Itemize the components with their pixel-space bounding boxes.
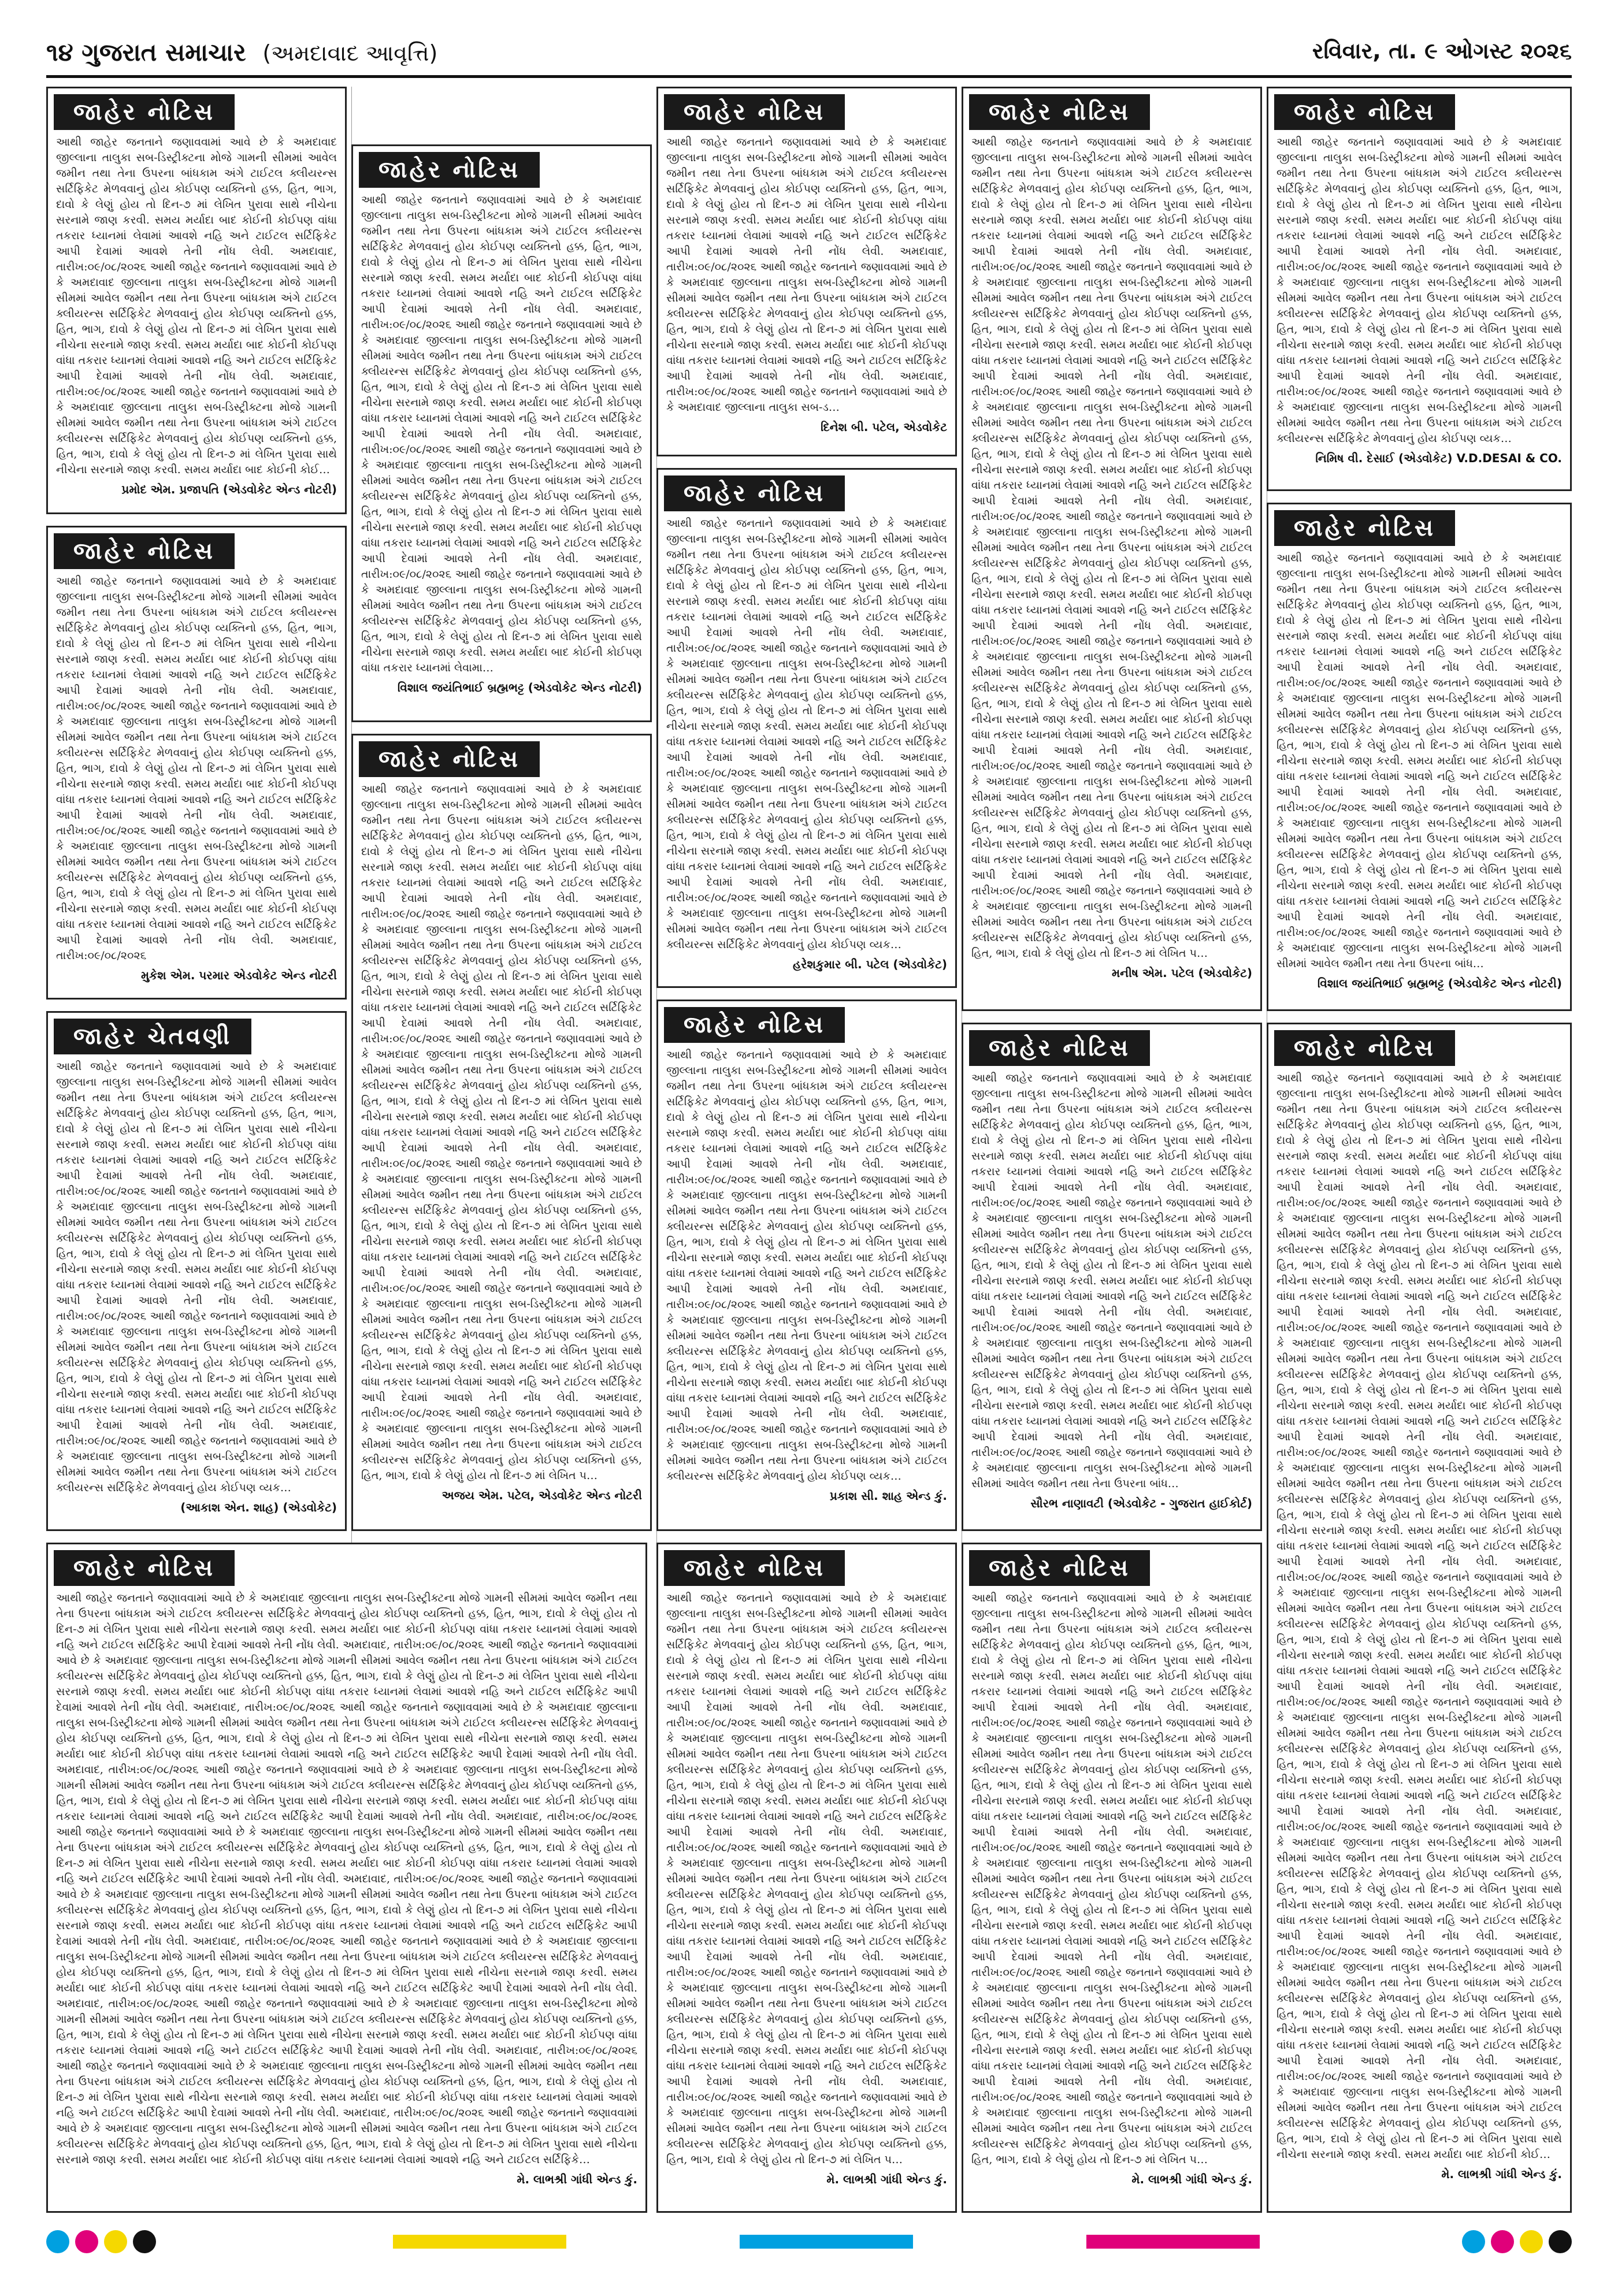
notice-box bbox=[1267, 503, 1572, 1011]
reg-mark-magenta bbox=[1491, 2230, 1514, 2253]
color-bar-cyan bbox=[740, 2235, 913, 2249]
notice-box bbox=[351, 734, 652, 1531]
footer-registration-marks bbox=[46, 2224, 1572, 2259]
notice-body: આથી જાહેર જનતાને જણાવવામાં આવે છે કે અમદાવાદ જીલ્લાના તાલુકા સબ-ડિસ્ટ્રીક્ટના મોજે ગામની સીમમાં આવેલ જમીન તથા તેના ઉપરના બાંધકામ અંગે ટાઈટલ ક્લીયરન્સ સર્ટિફિકેટ મેળવવાનું હોય કોઈપણ વ્યક્તિનો હક્ક, હિત, ભાગ, દાવો કે લેણું હોય તો દિન-૭ માં લેખિત પુરાવા સાથે નીચેના સરનામે જાણ કરવી. સમય મર્યાદા બાદ કોઈની કોઈપણ વાંધા તકરાર ધ્યાનમાં લેવામાં આવશે નહિ અને ટાઈટલ સર્ટિફિકેટ આપી દેવામાં આવશે તેની નોંધ લેવી. અમદાવાદ, તારીખ:૦૯/૦૮/૨૦૨૬ આથી જાહેર જનતાને જણાવવામાં આવે છે કે અમદાવાદ જીલ્લાના તાલુકા સબ-ડિસ્ટ્રીક્ટના મોજે ગામની સીમમાં આવેલ જમીન તથા તેના ઉપરના બાંધકામ અંગે ટાઈટલ ક્લીયરન્સ સર્ટિફિકેટ મેળવવાનું હોય કોઈપણ વ્યક્તિનો હક્ક, હિત, ભાગ, દાવો કે લેણું હોય તો દિન-૭ માં લેખિત પુરાવા સાથે નીચેના સરનામે જાણ કરવી. સમય મર્યાદા બાદ કોઈની કોઈપણ વાંધા તકરાર ધ્યાનમાં લેવામાં આવશે નહિ અને ટાઈટલ સર્ટિફિકેટ આપી દેવામાં આવશે તેની નોંધ લેવી. અમદાવાદ, તારીખ:૦૯/૦૮/૨૦૨૬ આથી જાહેર જનતાને જણાવવામાં આવે છે કે અમદાવાદ જીલ્લાના તાલુકા સબ-ડિસ્ટ્રીક્ટના મોજે ગામની સીમમાં આવેલ જમીન તથા તેના ઉપરના બાંધકામ અંગે ટાઈટલ ક્લીયરન્સ સર્ટિફિકેટ મેળવવાનું હોય કોઈપણ વ્યક્તિનો હક્ક, હિત, ભાગ, દાવો કે લેણું હોય તો દિન-૭ માં લેખિત પુરાવા સાથે નીચેના સરનામે જાણ કરવી. સમય મર્યાદા બાદ કોઈની કોઈ… bbox=[56, 136, 337, 476]
issue-date: રવિવાર, તા. ૯ ઓગસ્ટ ૨૦૨૬ bbox=[1312, 38, 1572, 64]
notice-body: આથી જાહેર જનતાને જણાવવામાં આવે છે કે અમદાવાદ જીલ્લાના તાલુકા સબ-ડિસ્ટ્રીક્ટના મોજે ગામની સીમમાં આવેલ જમીન તથા તેના ઉપરના બાંધકામ અંગે ટાઈટલ ક્લીયરન્સ સર્ટિફિકેટ મેળવવાનું હોય કોઈપણ વ્યક્તિનો હક્ક, હિત, ભાગ, દાવો કે લેણું હોય તો દિન-૭ માં લેખિત પુરાવા સાથે નીચેના સરનામે જાણ કરવી. સમય મર્યાદા બાદ કોઈની કોઈપણ વાંધા તકરાર ધ્યાનમાં લેવામાં આવશે નહિ અને ટાઈટલ સર્ટિફિકેટ આપી દેવામાં આવશે તેની નોંધ લેવી. અમદાવાદ, તારીખ:૦૯/૦૮/૨૦૨૬ આથી જાહેર જનતાને જણાવવામાં આવે છે કે અમદાવાદ જીલ્લાના તાલુકા સબ-ડિસ્ટ્રીક્ટના મોજે ગામની સીમમાં આવેલ જમીન તથા તેના ઉપરના બાંધકામ અંગે ટાઈટલ ક્લીયરન્સ સર્ટિફિકેટ મેળવવાનું હોય કોઈપણ વ્યક્તિનો હક્ક, હિત, ભાગ, દાવો કે લેણું હોય તો દિન-૭ માં લેખિત પુરાવા સાથે નીચેના સરનામે જાણ કરવી. સમય મર્યાદા બાદ કોઈની કોઈપણ વાંધા તકરાર ધ્યાનમાં લેવામાં આવશે નહિ અને ટાઈટલ સર્ટિફિકેટ આપી દેવામાં આવશે તેની નોંધ લેવી. અમદાવાદ, તારીખ:૦૯/૦૮/૨૦૨૬ આથી જાહેર જનતાને જણાવવામાં આવે છે કે અમદાવાદ જીલ્લાના તાલુકા સબ-ડિસ્ટ્રીક્ટના મોજે ગામની સીમમાં આવેલ જમીન તથા તેના ઉપરના બાંધકામ અંગે ટાઈટલ ક્લીયરન્સ સર્ટિફિકેટ મેળવવાનું હોય કોઈપણ વ્યક્તિનો હક્ક, હિત, ભાગ, દાવો કે લેણું હોય તો દિન-૭ માં લેખિત પુરાવા સાથે નીચેના સરનામે જાણ કરવી. સમય મર્યાદા બાદ કોઈની કોઈપણ વાંધા તકરાર ધ્યાનમાં લેવામાં આવશે નહિ અને ટાઈટલ સર્ટિફિકેટ આપી દેવામાં આવશે તેની નોંધ લેવી. અમદાવાદ, તારીખ:૦૯/૦૮/૨૦૨૬ આથી જાહેર જનતાને જણાવવામાં આવે છે કે અમદાવાદ જીલ્લાના તાલુકા સબ-ડિસ્ટ્રીક્ટના મોજે ગામની સીમમાં આવેલ જમીન તથા તેના ઉપરના બાંધ… bbox=[1276, 552, 1562, 970]
notice-signature: મે. લાભશ્રી ગાંધી એન્ડ કું. bbox=[826, 2172, 947, 2186]
notice-signature: પ્રમોદ એમ. પ્રજાપતિ (એડવોકેટ એન્ડ નોટરી) bbox=[121, 482, 337, 496]
notice-box bbox=[656, 1543, 957, 2213]
page-number: ૧૪ bbox=[46, 38, 73, 66]
notice-body: આથી જાહેર જનતાને જણાવવામાં આવે છે કે અમદાવાદ જીલ્લાના તાલુકા સબ-ડિસ્ટ્રીક્ટના મોજે ગામની સીમમાં આવેલ જમીન તથા તેના ઉપરના બાંધકામ અંગે ટાઈટલ ક્લીયરન્સ સર્ટિફિકેટ મેળવવાનું હોય કોઈપણ વ્યક્તિનો હક્ક, હિત, ભાગ, દાવો કે લેણું હોય તો દિન-૭ માં લેખિત પુરાવા સાથે નીચેના સરનામે જાણ કરવી. સમય મર્યાદા બાદ કોઈની કોઈપણ વાંધા તકરાર ધ્યાનમાં લેવામાં આવશે નહિ અને ટાઈટલ સર્ટિફિકેટ આપી દેવામાં આવશે તેની નોંધ લેવી. અમદાવાદ, તારીખ:૦૯/૦૮/૨૦૨૬ આથી જાહેર જનતાને જણાવવામાં આવે છે કે અમદાવાદ જીલ્લાના તાલુકા સબ-ડિસ્ટ્રીક્ટના મોજે ગામની સીમમાં આવેલ જમીન તથા તેના ઉપરના બાંધકામ અંગે ટાઈટલ ક્લીયરન્સ સર્ટિફિકેટ મેળવવાનું હોય કોઈપણ વ્યક્તિનો હક્ક, હિત, ભાગ, દાવો કે લેણું હોય તો દિન-૭ માં લેખિત પુરાવા સાથે નીચેના સરનામે જાણ કરવી. સમય મર્યાદા બાદ કોઈની કોઈપણ વાંધા તકરાર ધ્યાનમાં લેવામાં આવશે નહિ અને ટાઈટલ સર્ટિફિકેટ આપી દેવામાં આવશે તેની નોંધ લેવી. અમદાવાદ, તારીખ:૦૯/૦૮/૨૦૨૬ આથી જાહેર જનતાને જણાવવામાં આવે છે કે અમદાવાદ જીલ્લાના તાલુકા સબ-ડિસ્ટ્રીક્ટના મોજે ગામની સીમમાં આવેલ જમીન તથા તેના ઉપરના બાંધકામ અંગે ટાઈટલ ક્લીયરન્સ સર્ટિફિકેટ મેળવવાનું હોય કોઈપણ વ્યક્તિનો હક્ક, હિત, ભાગ, દાવો કે લેણું હોય તો દિન-૭ માં લેખિત પુરાવા સાથે નીચેના સરનામે જાણ કરવી. સમય મર્યાદા બાદ કોઈની કોઈપણ વાંધા તકરાર ધ્યાનમાં લેવામાં આવશે નહિ અને ટાઈટલ સર્ટિફિકેટ આપી દેવામાં આવશે તેની નોંધ લેવી. અમદાવાદ, તારીખ:૦૯/૦૮/૨૦૨૬ આથી જાહેર જનતાને જણાવવામાં આવે છે કે અમદાવાદ જીલ્લાના તાલુકા સબ-ડિસ્ટ્રીક્ટના મોજે ગામની સીમમાં આવેલ જમીન તથા તેના ઉપરના બાંધકામ અંગે ટાઈટલ ક્લીયરન્સ સર્ટિફિકેટ મેળવવાનું હોય કોઈપણ વ્યક્તિનો હક્ક, હિત, ભાગ, દાવો કે લેણું હોય તો દિન-૭ માં લેખિત પુરાવા સાથે નીચેના સરનામે જાણ કરવી. સમય મર્યાદા બાદ કોઈની કોઈપણ વાંધા તકરાર ધ્યાનમાં લેવામાં આવશે નહિ અને ટાઈટલ સર્ટિફિકેટ આપી દેવામાં આવશે તેની નોંધ લેવી. અમદાવાદ, તારીખ:૦૯/૦૮/૨૦૨૬ આથી જાહેર જનતાને જણાવવામાં આવે છે કે અમદાવાદ જીલ્લાના તાલુકા સબ-ડિસ્ટ્રીક્ટના મોજે ગામની સીમમાં આવેલ જમીન તથા તેના ઉપરના બાંધકામ અંગે ટાઈટલ ક્લીયરન્સ સર્ટિફિકેટ મેળવવાનું હોય કોઈપણ વ્યક્તિનો હક્ક, હિત, ભાગ, દાવો કે લેણું હોય તો દિન-૭ માં લેખિત પ… bbox=[666, 1592, 947, 2166]
notice-box bbox=[962, 1023, 1262, 1531]
notice-body: આથી જાહેર જનતાને જણાવવામાં આવે છે કે અમદાવાદ જીલ્લાના તાલુકા સબ-ડિસ્ટ્રીક્ટના મોજે ગામની સીમમાં આવેલ જમીન તથા તેના ઉપરના બાંધકામ અંગે ટાઈટલ ક્લીયરન્સ સર્ટિફિકેટ મેળવવાનું હોય કોઈપણ વ્યક્તિનો હક્ક, હિત, ભાગ, દાવો કે લેણું હોય તો દિન-૭ માં લેખિત પુરાવા સાથે નીચેના સરનામે જાણ કરવી. સમય મર્યાદા બાદ કોઈની કોઈપણ વાંધા તકરાર ધ્યાનમાં લેવામાં આવશે નહિ અને ટાઈટલ સર્ટિફિકેટ આપી દેવામાં આવશે તેની નોંધ લેવી. અમદાવાદ, તારીખ:૦૯/૦૮/૨૦૨૬ આથી જાહેર જનતાને જણાવવામાં આવે છે કે અમદાવાદ જીલ્લાના તાલુકા સબ-ડિસ્ટ્રીક્ટના મોજે ગામની સીમમાં આવેલ જમીન તથા તેના ઉપરના બાંધકામ અંગે ટાઈટલ ક્લીયરન્સ સર્ટિફિકેટ મેળવવાનું હોય કોઈપણ વ્યક્તિનો હક્ક, હિત, ભાગ, દાવો કે લેણું હોય તો દિન-૭ માં લેખિત પુરાવા સાથે નીચેના સરનામે જાણ કરવી. સમય મર્યાદા બાદ કોઈની કોઈપણ વાંધા તકરાર ધ્યાનમાં લેવામાં આવશે નહિ અને ટાઈટલ સર્ટિફિકેટ આપી દેવામાં આવશે તેની નોંધ લેવી. અમદાવાદ, તારીખ:૦૯/૦૮/૨૦૨૬ આથી જાહેર જનતાને જણાવવામાં આવે છે કે અમદાવાદ જીલ્લાના તાલુકા સબ-ડિસ્ટ્રીક્ટના મોજે ગામની સીમમાં આવેલ જમીન તથા તેના ઉપરના બાંધકામ અંગે ટાઈટલ ક્લીયરન્સ સર્ટિફિકેટ મેળવવાનું હોય કોઈપણ વ્યક્તિનો હક્ક, હિત, ભાગ, દાવો કે લેણું હોય તો દિન-૭ માં લેખિત પુરાવા સાથે નીચેના સરનામે જાણ કરવી. સમય મર્યાદા બાદ કોઈની કોઈપણ વાંધા તકરાર ધ્યાનમાં લેવામાં આવશે નહિ અને ટાઈટલ સર્ટિફિકેટ આપી દેવામાં આવશે તેની નોંધ લેવી. અમદાવાદ, તારીખ:૦૯/૦૮/૨૦૨૬ આથી જાહેર જનતાને જણાવવામાં આવે છે કે અમદાવાદ જીલ્લાના તાલુકા સબ-ડિસ્ટ્રીક્ટના મોજે ગામની સીમમાં આવેલ જમીન તથા તેના ઉપરના બાંધકામ અંગે ટાઈટલ ક્લીયરન્સ સર્ટિફિકેટ મેળવવાનું હોય કોઈપણ વ્યક… bbox=[666, 1049, 947, 1483]
reg-mark-black bbox=[133, 2230, 156, 2253]
notice-box bbox=[656, 87, 957, 456]
color-bar-magenta bbox=[1086, 2235, 1260, 2249]
masthead bbox=[46, 35, 1572, 78]
notice-signature: મુકેશ એમ. પરમાર એડવોકેટ એન્ડ નોટરી bbox=[141, 968, 337, 982]
notice-box bbox=[46, 1011, 347, 1531]
notice-box bbox=[962, 1543, 1262, 2213]
masthead-left bbox=[46, 38, 437, 67]
reg-mark-yellow bbox=[1520, 2230, 1543, 2253]
notice-body: આથી જાહેર જનતાને જણાવવામાં આવે છે કે અમદાવાદ જીલ્લાના તાલુકા સબ-ડિસ્ટ્રીક્ટના મોજે ગામની સીમમાં આવેલ જમીન તથા તેના ઉપરના બાંધકામ અંગે ટાઈટલ ક્લીયરન્સ સર્ટિફિકેટ મેળવવાનું હોય કોઈપણ વ્યક્તિનો હક્ક, હિત, ભાગ, દાવો કે લેણું હોય તો દિન-૭ માં લેખિત પુરાવા સાથે નીચેના સરનામે જાણ કરવી. સમય મર્યાદા બાદ કોઈની કોઈપણ વાંધા તકરાર ધ્યાનમાં લેવામાં આવશે નહિ અને ટાઈટલ સર્ટિફિકેટ આપી દેવામાં આવશે તેની નોંધ લેવી. અમદાવાદ, તારીખ:૦૯/૦૮/૨૦૨૬ આથી જાહેર જનતાને જણાવવામાં આવે છે કે અમદાવાદ જીલ્લાના તાલુકા સબ-ડિસ્ટ્રીક્ટના મોજે ગામની સીમમાં આવેલ જમીન તથા તેના ઉપરના બાંધકામ અંગે ટાઈટલ ક્લીયરન્સ સર્ટિફિકેટ મેળવવાનું હોય કોઈપણ વ્યક્તિનો હક્ક, હિત, ભાગ, દાવો કે લેણું હોય તો દિન-૭ માં લેખિત પુરાવા સાથે નીચેના સરનામે જાણ કરવી. સમય મર્યાદા બાદ કોઈની કોઈપણ વાંધા તકરાર ધ્યાનમાં લેવામાં આવશે નહિ અને ટાઈટલ સર્ટિફિકેટ આપી દેવામાં આવશે તેની નોંધ લેવી. અમદાવાદ, તારીખ:૦૯/૦૮/૨૦૨૬ આથી જાહેર જનતાને જણાવવામાં આવે છે કે અમદાવાદ જીલ્લાના તાલુકા સબ-ડિસ્ટ્રીક્ટના મોજે ગામની સીમમાં આવેલ જમીન તથા તેના ઉપરના બાંધકામ અંગે ટાઈટલ ક્લીયરન્સ સર્ટિફિકેટ મેળવવાનું હોય કોઈપણ વ્યક્તિનો હક્ક, હિત, ભાગ, દાવો કે લેણું હોય તો દિન-૭ માં લેખિત પુરાવા સાથે નીચેના સરનામે જાણ કરવી. સમય મર્યાદા બાદ કોઈની કોઈપણ વાંધા તકરાર ધ્યાનમાં લેવામાં આવશે નહિ અને ટાઈટલ સર્ટિફિકેટ આપી દેવામાં આવશે તેની નોંધ લેવી. અમદાવાદ, તારીખ:૦૯/૦૮/૨૦૨૬ આથી જાહેર જનતાને જણાવવામાં આવે છે કે અમદાવાદ જીલ્લાના તાલુકા સબ-ડિસ્ટ્રીક્ટના મોજે ગામની સીમમાં આવેલ જમીન તથા તેના ઉપરના બાંધકામ અંગે ટાઈટલ ક્લીયરન્સ સર્ટિફિકેટ મેળવવાનું હોય કોઈપણ વ્યક… bbox=[56, 1060, 337, 1494]
paper-name: ગુજરાત સમાચાર bbox=[81, 38, 246, 66]
notice-heading: જાહેર ચેતવણી bbox=[54, 1019, 251, 1054]
notice-signature: મનીષ એમ. પટેલ (એડવોકેટ) bbox=[1112, 966, 1252, 980]
notice-signature: વિશાલ જયંતિભાઈ બ્રહ્મભટ્ટ (એડવોકેટ એન્ડ નોટરી) bbox=[1317, 976, 1562, 990]
notices-grid bbox=[46, 87, 1572, 2213]
notice-heading: જાહેર નોટિસ bbox=[1274, 94, 1455, 130]
notice-heading: જાહેર નોટિસ bbox=[664, 1550, 845, 1586]
notice-signature: વિશાલ જયંતિભાઈ બ્રહ્મભટ્ટ (એડવોકેટ એન્ડ નોટરી) bbox=[397, 681, 642, 694]
notice-heading: જાહેર નોટિસ bbox=[664, 1007, 845, 1043]
notice-body: આથી જાહેર જનતાને જણાવવામાં આવે છે કે અમદાવાદ જીલ્લાના તાલુકા સબ-ડિસ્ટ્રીક્ટના મોજે ગામની સીમમાં આવેલ જમીન તથા તેના ઉપરના બાંધકામ અંગે ટાઈટલ ક્લીયરન્સ સર્ટિફિકેટ મેળવવાનું હોય કોઈપણ વ્યક્તિનો હક્ક, હિત, ભાગ, દાવો કે લેણું હોય તો દિન-૭ માં લેખિત પુરાવા સાથે નીચેના સરનામે જાણ કરવી. સમય મર્યાદા બાદ કોઈની કોઈપણ વાંધા તકરાર ધ્યાનમાં લેવામાં આવશે નહિ અને ટાઈટલ સર્ટિફિકેટ આપી દેવામાં આવશે તેની નોંધ લેવી. અમદાવાદ, તારીખ:૦૯/૦૮/૨૦૨૬ આથી જાહેર જનતાને જણાવવામાં આવે છે કે અમદાવાદ જીલ્લાના તાલુકા સબ-ડિસ્ટ્રીક્ટના મોજે ગામની સીમમાં આવેલ જમીન તથા તેના ઉપરના બાંધકામ અંગે ટાઈટલ ક્લીયરન્સ સર્ટિફિકેટ મેળવવાનું હોય કોઈપણ વ્યક્તિનો હક્ક, હિત, ભાગ, દાવો કે લેણું હોય તો દિન-૭ માં લેખિત પુરાવા સાથે નીચેના સરનામે જાણ કરવી. સમય મર્યાદા બાદ કોઈની કોઈપણ વાંધા તકરાર ધ્યાનમાં લેવામાં આવશે નહિ અને ટાઈટલ સર્ટિફિકેટ આપી દેવામાં આવશે તેની નોંધ લેવી. અમદાવાદ, તારીખ:૦૯/૦૮/૨૦૨૬ આથી જાહેર જનતાને જણાવવામાં આવે છે કે અમદાવાદ જીલ્લાના તાલુકા સબ-ડિસ્ટ્રીક્ટના મોજે ગામની સીમમાં આવેલ જમીન તથા તેના ઉપરના બાંધકામ અંગે ટાઈટલ ક્લીયરન્સ સર્ટિફિકેટ મેળવવાનું હોય કોઈપણ વ્યક્તિનો હક્ક, હિત, ભાગ, દાવો કે લેણું હોય તો દિન-૭ માં લેખિત પુરાવા સાથે નીચેના સરનામે જાણ કરવી. સમય મર્યાદા બાદ કોઈની કોઈપણ વાંધા તકરાર ધ્યાનમાં લેવામાં આવશે નહિ અને ટાઈટલ સર્ટિફિકેટ આપી દેવામાં આવશે તેની નોંધ લેવી. અમદાવાદ, તારીખ:૦૯/૦૮/૨૦૨૬ આથી જાહેર જનતાને જણાવવામાં આવે છે કે અમદાવાદ જીલ્લાના તાલુકા સબ-ડિસ્ટ્રીક્ટના મોજે ગામની સીમમાં આવેલ જમીન તથા તેના ઉપરના બાંધકામ અંગે ટાઈટલ ક્લીયરન્સ સર્ટિફિકેટ મેળવવાનું હોય કોઈપણ વ્યક્તિનો હક્ક, હિત, ભાગ, દાવો કે લેણું હોય તો દિન-૭ માં લેખિત પુરાવા સાથે નીચેના સરનામે જાણ કરવી. સમય મર્યાદા બાદ કોઈની કોઈપણ વાંધા તકરાર ધ્યાનમાં લેવામા… bbox=[361, 194, 642, 674]
notice-heading: જાહેર નોટિસ bbox=[969, 1030, 1150, 1066]
notice-signature: પ્રકાશ સી. શાહ એન્ડ કું. bbox=[829, 1489, 947, 1503]
reg-mark-cyan bbox=[46, 2230, 69, 2253]
notice-body: આથી જાહેર જનતાને જણાવવામાં આવે છે કે અમદાવાદ જીલ્લાના તાલુકા સબ-ડિસ્ટ્રીક્ટના મોજે ગામની સીમમાં આવેલ જમીન તથા તેના ઉપરના બાંધકામ અંગે ટાઈટલ ક્લીયરન્સ સર્ટિફિકેટ મેળવવાનું હોય કોઈપણ વ્યક્તિનો હક્ક, હિત, ભાગ, દાવો કે લેણું હોય તો દિન-૭ માં લેખિત પુરાવા સાથે નીચેના સરનામે જાણ કરવી. સમય મર્યાદા બાદ કોઈની કોઈપણ વાંધા તકરાર ધ્યાનમાં લેવામાં આવશે નહિ અને ટાઈટલ સર્ટિફિકેટ આપી દેવામાં આવશે તેની નોંધ લેવી. અમદાવાદ, તારીખ:૦૯/૦૮/૨૦૨૬ આથી જાહેર જનતાને જણાવવામાં આવે છે કે અમદાવાદ જીલ્લાના તાલુકા સબ-ડિસ્ટ્રીક્ટના મોજે ગામની સીમમાં આવેલ જમીન તથા તેના ઉપરના બાંધકામ અંગે ટાઈટલ ક્લીયરન્સ સર્ટિફિકેટ મેળવવાનું હોય કોઈપણ વ્યક્તિનો હક્ક, હિત, ભાગ, દાવો કે લેણું હોય તો દિન-૭ માં લેખિત પુરાવા સાથે નીચેના સરનામે જાણ કરવી. સમય મર્યાદા બાદ કોઈની કોઈપણ વાંધા તકરાર ધ્યાનમાં લેવામાં આવશે નહિ અને ટાઈટલ સર્ટિફિકેટ આપી દેવામાં આવશે તેની નોંધ લેવી. અમદાવાદ, તારીખ:૦૯/૦૮/૨૦૨૬ આથી જાહેર જનતાને જણાવવામાં આવે છે કે અમદાવાદ જીલ્લાના તાલુકા સબ-ડિસ્ટ્રીક્ટના મોજે ગામની સીમમાં આવેલ જમીન તથા તેના ઉપરના બાંધકામ અંગે ટાઈટલ ક્લીયરન્સ સર્ટિફિકેટ મેળવવાનું હોય કોઈપણ વ્યક્તિનો હક્ક, હિત, ભાગ, દાવો કે લેણું હોય તો દિન-૭ માં લેખિત પુરાવા સાથે નીચેના સરનામે જાણ કરવી. સમય મર્યાદા બાદ કોઈની કોઈપણ વાંધા તકરાર ધ્યાનમાં લેવામાં આવશે નહિ અને ટાઈટલ સર્ટિફિકેટ આપી દેવામાં આવશે તેની નોંધ લેવી. અમદાવાદ, તારીખ:૦૯/૦૮/૨૦૨૬ આથી જાહેર જનતાને જણાવવામાં આવે છે કે અમદાવાદ જીલ્લાના તાલુકા સબ-ડિસ્ટ્રીક્ટના મોજે ગામની સીમમાં આવેલ જમીન તથા તેના ઉપરના બાંધકામ અંગે ટાઈટલ ક્લીયરન્સ સર્ટિફિકેટ મેળવવાનું હોય કોઈપણ વ્યક્તિનો હક્ક, હિત, ભાગ, દાવો કે લેણું હોય તો દિન-૭ માં લેખિત પુરાવા સાથે નીચેના સરનામે જાણ કરવી. સમય મર્યાદા બાદ કોઈની કોઈપણ વાંધા તકરાર ધ્યાનમાં લેવામાં આવશે નહિ અને ટાઈટલ સર્ટિફિકેટ આપી દેવામાં આવશે તેની નોંધ લેવી. અમદાવાદ, તારીખ:૦૯/૦૮/૨૦૨૬ આથી જાહેર જનતાને જણાવવામાં આવે છે કે અમદાવાદ જીલ્લાના તાલુકા સબ-ડિસ્ટ્રીક્ટના મોજે ગામની સીમમાં આવેલ જમીન તથા તેના ઉપરના બાંધકામ અંગે ટાઈટલ ક્લીયરન્સ સર્ટિફિકેટ મેળવવાનું હોય કોઈપણ વ્યક્તિનો હક્ક, હિત, ભાગ, દાવો કે લેણું હોય તો દિન-૭ માં લેખિત પ… bbox=[971, 1592, 1252, 2166]
notice-heading: જાહેર નોટિસ bbox=[359, 152, 540, 188]
edition: (અમદાવાદ આવૃત્તિ) bbox=[262, 40, 438, 66]
notice-heading: જાહેર નોટિસ bbox=[664, 94, 845, 130]
reg-mark-black bbox=[1549, 2230, 1572, 2253]
notice-signature: નિમિષ વી. દેસાઈ (એડવોકેટ) V.D.DESAI & CO. bbox=[1315, 451, 1562, 465]
notice-box bbox=[351, 144, 652, 722]
reg-mark-yellow bbox=[104, 2230, 127, 2253]
notice-box bbox=[656, 1000, 957, 1531]
notice-heading: જાહેર નોટિસ bbox=[359, 741, 540, 777]
notice-box bbox=[962, 87, 1262, 1011]
notice-body: આથી જાહેર જનતાને જણાવવામાં આવે છે કે અમદાવાદ જીલ્લાના તાલુકા સબ-ડિસ્ટ્રીક્ટના મોજે ગામની સીમમાં આવેલ જમીન તથા તેના ઉપરના બાંધકામ અંગે ટાઈટલ ક્લીયરન્સ સર્ટિફિકેટ મેળવવાનું હોય કોઈપણ વ્યક્તિનો હક્ક, હિત, ભાગ, દાવો કે લેણું હોય તો દિન-૭ માં લેખિત પુરાવા સાથે નીચેના સરનામે જાણ કરવી. સમય મર્યાદા બાદ કોઈની કોઈપણ વાંધા તકરાર ધ્યાનમાં લેવામાં આવશે નહિ અને ટાઈટલ સર્ટિફિકેટ આપી દેવામાં આવશે તેની નોંધ લેવી. અમદાવાદ, તારીખ:૦૯/૦૮/૨૦૨૬ આથી જાહેર જનતાને જણાવવામાં આવે છે કે અમદાવાદ જીલ્લાના તાલુકા સબ-ડિસ્ટ્રીક્ટના મોજે ગામની સીમમાં આવેલ જમીન તથા તેના ઉપરના બાંધકામ અંગે ટાઈટલ ક્લીયરન્સ સર્ટિફિકેટ મેળવવાનું હોય કોઈપણ વ્યક્તિનો હક્ક, હિત, ભાગ, દાવો કે લેણું હોય તો દિન-૭ માં લેખિત પુરાવા સાથે નીચેના સરનામે જાણ કરવી. સમય મર્યાદા બાદ કોઈની કોઈપણ વાંધા તકરાર ધ્યાનમાં લેવામાં આવશે નહિ અને ટાઈટલ સર્ટિફિકેટ આપી દેવામાં આવશે તેની નોંધ લેવી. અમદાવાદ, તારીખ:૦૯/૦૮/૨૦૨૬ આથી જાહેર જનતાને જણાવવામાં આવે છે કે અમદાવાદ જીલ્લાના તાલુકા સબ-ડિસ્ટ્રીક્ટના મોજે ગામની સીમમાં આવેલ જમીન તથા તેના ઉપરના બાંધકામ અંગે ટાઈટલ ક્લીયરન્સ સર્ટિફિકેટ મેળવવાનું હોય કોઈપણ વ્યક્તિનો હક્ક, હિત, ભાગ, દાવો કે લેણું હોય તો દિન-૭ માં લેખિત પુરાવા સાથે નીચેના સરનામે જાણ કરવી. સમય મર્યાદા બાદ કોઈની કોઈપણ વાંધા તકરાર ધ્યાનમાં લેવામાં આવશે નહિ અને ટાઈટલ સર્ટિફિકેટ આપી દેવામાં આવશે તેની નોંધ લેવી. અમદાવાદ, તારીખ:૦૯/૦૮/૨૦૨૬ આથી જાહેર જનતાને જણાવવામાં આવે છે કે અમદાવાદ જીલ્લાના તાલુકા સબ-ડિસ્ટ્રીક્ટના મોજે ગામની સીમમાં આવેલ જમીન તથા તેના ઉપરના બાંધકામ અંગે ટાઈટલ ક્લીયરન્સ સર્ટિફિકેટ મેળવવાનું હોય કોઈપણ વ્યક્તિનો હક્ક, હિત, ભાગ, દાવો કે લેણું હોય તો દિન-૭ માં લેખિત પુરાવા સાથે નીચેના સરનામે જાણ કરવી. સમય મર્યાદા બાદ કોઈની કોઈપણ વાંધા તકરાર ધ્યાનમાં લેવામાં આવશે નહિ અને ટાઈટલ સર્ટિફિકેટ આપી દેવામાં આવશે તેની નોંધ લેવી. અમદાવાદ, તારીખ:૦૯/૦૮/૨૦૨૬ આથી જાહેર જનતાને જણાવવામાં આવે છે કે અમદાવાદ જીલ્લાના તાલુકા સબ-ડિસ્ટ્રીક્ટના મોજે ગામની સીમમાં આવેલ જમીન તથા તેના ઉપરના બાંધકામ અંગે ટાઈટલ ક્લીયરન્સ સર્ટિફિકેટ મેળવવાનું હોય કોઈપણ વ્યક્તિનો હક્ક, હિત, ભાગ, દાવો કે લેણું હોય તો દિન-૭ માં લેખિત પુરાવા સાથે નીચેના સરનામે જાણ કરવી. સમય મર્યાદા બાદ કોઈની કોઈપણ વાંધા તકરાર ધ્યાનમાં લેવામાં આવશે નહિ અને ટાઈટલ સર્ટિફિકેટ આપી દેવામાં આવશે તેની નોંધ લેવી. અમદાવાદ, તારીખ:૦૯/૦૮/૨૦૨૬ આથી જાહેર જનતાને જણાવવામાં આવે છે કે અમદાવાદ જીલ્લાના તાલુકા સબ-ડિસ્ટ્રીક્ટના મોજે ગામની સીમમાં આવેલ જમીન તથા તેના ઉપરના બાંધકામ અંગે ટાઈટલ ક્લીયરન્સ સર્ટિફિકેટ મેળવવાનું હોય કોઈપણ વ્યક્તિનો હક્ક, હિત, ભાગ, દાવો કે લેણું હોય તો દિન-૭ માં લેખિત પુરાવા સાથે નીચેના સરનામે જાણ કરવી. સમય મર્યાદા બાદ કોઈની કોઈપણ વાંધા તકરાર ધ્યાનમાં લેવામાં આવશે નહિ અને ટાઈટલ સર્ટિફિકેટ આપી દેવામાં આવશે તેની નોંધ લેવી. અમદાવાદ, તારીખ:૦૯/૦૮/૨૦૨૬ આથી જાહેર જનતાને જણાવવામાં આવે છે કે અમદાવાદ જીલ્લાના તાલુકા સબ-ડિસ્ટ્રીક્ટના મોજે ગામની સીમમાં આવેલ જમીન તથા તેના ઉપરના બાંધકામ અંગે ટાઈટલ ક્લીયરન્સ સર્ટિફિકેટ મેળવવાનું હોય કોઈપણ વ્યક્તિનો હક્ક, હિત, ભાગ, દાવો કે લેણું હોય તો દિન-૭ માં લેખિત પુરાવા સાથે નીચેના સરનામે જાણ કરવી. સમય મર્યાદા બાદ કોઈની કોઈપણ વાંધા તકરાર ધ્યાનમાં લેવામાં આવશે નહિ અને ટાઈટલ સર્ટિફિકેટ આપી દેવામાં આવશે તેની નોંધ લેવી. અમદાવાદ, તારીખ:૦૯/૦૮/૨૦૨૬ આથી જાહેર જનતાને જણાવવામાં આવે છે કે અમદાવાદ જીલ્લાના તાલુકા સબ-ડિસ્ટ્રીક્ટના મોજે ગામની સીમમાં આવેલ જમીન તથા તેના ઉપરના બાંધકામ અંગે ટાઈટલ ક્લીયરન્સ સર્ટિફિકેટ મેળવવાનું હોય કોઈપણ વ્યક્તિનો હક્ક, હિત, ભાગ, દાવો કે લેણું હોય તો દિન-૭ માં લેખિત પુરાવા સાથે નીચેના સરનામે જાણ કરવી. સમય મર્યાદા બાદ કોઈની કોઈપણ વાંધા તકરાર ધ્યાનમાં લેવામાં આવશે નહિ અને ટાઈટલ સર્ટિફિકેટ આપી દેવામાં આવશે તેની નોંધ લેવી. અમદાવાદ, તારીખ:૦૯/૦૮/૨૦૨૬ આથી જાહેર જનતાને જણાવવામાં આવે છે કે અમદાવાદ જીલ્લાના તાલુકા સબ-ડિસ્ટ્રીક્ટના મોજે ગામની સીમમાં આવેલ જમીન તથા તેના ઉપરના બાંધકામ અંગે ટાઈટલ ક્લીયરન્સ સર્ટિફિકેટ મેળવવાનું હોય કોઈપણ વ્યક્તિનો હક્ક, હિત, ભાગ, દાવો કે લેણું હોય તો દિન-૭ માં લેખિત પુરાવા સાથે નીચેના સરનામે જાણ કરવી. સમય મર્યાદા બાદ કોઈની કોઈપણ વાંધા તકરાર ધ્યાનમાં લેવામાં આવશે નહિ અને ટાઈટલ સર્ટિફિકેટ આપી દેવામાં આવશે તેની નોંધ લેવી. અમદાવાદ, તારીખ:૦૯/૦૮/૨૦૨૬ આથી જાહેર જનતાને જણાવવામાં આવે છે કે અમદાવાદ જીલ્લાના તાલુકા સબ-ડિસ્ટ્રીક્ટના મોજે ગામની સીમમાં આવેલ જમીન તથા તેના ઉપરના બાંધકામ અંગે ટાઈટલ ક્લીયરન્સ સર્ટિફિકેટ મેળવવાનું હોય કોઈપણ વ્યક્તિનો હક્ક, હિત, ભાગ, દાવો કે લેણું હોય તો દિન-૭ માં લેખિત પુરાવા સાથે નીચેના સરનામે જાણ કરવી. સમય મર્યાદા બાદ કોઈની કોઈપણ વાંધા તકરાર ધ્યાનમાં લેવામાં આવશે નહિ અને ટાઈટલ સર્ટિફિકે… bbox=[56, 1592, 637, 2166]
notice-heading: જાહેર નોટિસ bbox=[969, 1550, 1150, 1586]
notice-box bbox=[46, 526, 347, 1000]
notice-heading: જાહેર નોટિસ bbox=[1274, 510, 1455, 546]
notice-box bbox=[46, 1543, 647, 2213]
notice-heading: જાહેર નોટિસ bbox=[664, 475, 845, 511]
notice-signature: સૌરભ નાણાવટી (એડવોકેટ - ગુજરાત હાઈકોર્ટ) bbox=[1030, 1496, 1252, 1510]
notice-heading: જાહેર નોટિસ bbox=[54, 533, 235, 569]
notice-box bbox=[1267, 87, 1572, 491]
notice-heading: જાહેર નોટિસ bbox=[969, 94, 1150, 130]
notice-heading: જાહેર નોટિસ bbox=[54, 1550, 235, 1586]
notice-signature: હરેશકુમાર બી. પટેલ (એડવોકેટ) bbox=[792, 957, 947, 971]
notice-signature: દિનેશ બી. પટેલ, એડવોકેટ bbox=[821, 420, 947, 434]
notice-body: આથી જાહેર જનતાને જણાવવામાં આવે છે કે અમદાવાદ જીલ્લાના તાલુકા સબ-ડિસ્ટ્રીક્ટના મોજે ગામની સીમમાં આવેલ જમીન તથા તેના ઉપરના બાંધકામ અંગે ટાઈટલ ક્લીયરન્સ સર્ટિફિકેટ મેળવવાનું હોય કોઈપણ વ્યક્તિનો હક્ક, હિત, ભાગ, દાવો કે લેણું હોય તો દિન-૭ માં લેખિત પુરાવા સાથે નીચેના સરનામે જાણ કરવી. સમય મર્યાદા બાદ કોઈની કોઈપણ વાંધા તકરાર ધ્યાનમાં લેવામાં આવશે નહિ અને ટાઈટલ સર્ટિફિકેટ આપી દેવામાં આવશે તેની નોંધ લેવી. અમદાવાદ, તારીખ:૦૯/૦૮/૨૦૨૬ આથી જાહેર જનતાને જણાવવામાં આવે છે કે અમદાવાદ જીલ્લાના તાલુકા સબ-ડિસ્ટ્રીક્ટના મોજે ગામની સીમમાં આવેલ જમીન તથા તેના ઉપરના બાંધકામ અંગે ટાઈટલ ક્લીયરન્સ સર્ટિફિકેટ મેળવવાનું હોય કોઈપણ વ્યક્તિનો હક્ક, હિત, ભાગ, દાવો કે લેણું હોય તો દિન-૭ માં લેખિત પુરાવા સાથે નીચેના સરનામે જાણ કરવી. સમય મર્યાદા બાદ કોઈની કોઈપણ વાંધા તકરાર ધ્યાનમાં લેવામાં આવશે નહિ અને ટાઈટલ સર્ટિફિકેટ આપી દેવામાં આવશે તેની નોંધ લેવી. અમદાવાદ, તારીખ:૦૯/૦૮/૨૦૨૬ આથી જાહેર જનતાને જણાવવામાં આવે છે કે અમદાવાદ જીલ્લાના તાલુકા સબ-ડિસ્ટ્રીક્ટના મોજે ગામની સીમમાં આવેલ જમીન તથા તેના ઉપરના બાંધકામ અંગે ટાઈટલ ક્લીયરન્સ સર્ટિફિકેટ મેળવવાનું હોય કોઈપણ વ્યક્તિનો હક્ક, હિત, ભાગ, દાવો કે લેણું હોય તો દિન-૭ માં લેખિત પુરાવા સાથે નીચેના સરનામે જાણ કરવી. સમય મર્યાદા બાદ કોઈની કોઈપણ વાંધા તકરાર ધ્યાનમાં લેવામાં આવશે નહિ અને ટાઈટલ સર્ટિફિકેટ આપી દેવામાં આવશે તેની નોંધ લેવી. અમદાવાદ, તારીખ:૦૯/૦૮/૨૦૨૬ bbox=[56, 575, 337, 962]
notice-signature: મે. લાભશ્રી ગાંધી એન્ડ કું. bbox=[517, 2172, 637, 2186]
notice-box bbox=[1267, 1023, 1572, 2213]
notice-body: આથી જાહેર જનતાને જણાવવામાં આવે છે કે અમદાવાદ જીલ્લાના તાલુકા સબ-ડિસ્ટ્રીક્ટના મોજે ગામની સીમમાં આવેલ જમીન તથા તેના ઉપરના બાંધકામ અંગે ટાઈટલ ક્લીયરન્સ સર્ટિફિકેટ મેળવવાનું હોય કોઈપણ વ્યક્તિનો હક્ક, હિત, ભાગ, દાવો કે લેણું હોય તો દિન-૭ માં લેખિત પુરાવા સાથે નીચેના સરનામે જાણ કરવી. સમય મર્યાદા બાદ કોઈની કોઈપણ વાંધા તકરાર ધ્યાનમાં લેવામાં આવશે નહિ અને ટાઈટલ સર્ટિફિકેટ આપી દેવામાં આવશે તેની નોંધ લેવી. અમદાવાદ, તારીખ:૦૯/૦૮/૨૦૨૬ આથી જાહેર જનતાને જણાવવામાં આવે છે કે અમદાવાદ જીલ્લાના તાલુકા સબ-ડિસ્ટ્રીક્ટના મોજે ગામની સીમમાં આવેલ જમીન તથા તેના ઉપરના બાંધકામ અંગે ટાઈટલ ક્લીયરન્સ સર્ટિફિકેટ મેળવવાનું હોય કોઈપણ વ્યક્તિનો હક્ક, હિત, ભાગ, દાવો કે લેણું હોય તો દિન-૭ માં લેખિત પુરાવા સાથે નીચેના સરનામે જાણ કરવી. સમય મર્યાદા બાદ કોઈની કોઈપણ વાંધા તકરાર ધ્યાનમાં લેવામાં આવશે નહિ અને ટાઈટલ સર્ટિફિકેટ આપી દેવામાં આવશે તેની નોંધ લેવી. અમદાવાદ, તારીખ:૦૯/૦૮/૨૦૨૬ આથી જાહેર જનતાને જણાવવામાં આવે છે કે અમદાવાદ જીલ્લાના તાલુકા સબ-ડિસ્ટ્રીક્ટના મોજે ગામની સીમમાં આવેલ જમીન તથા તેના ઉપરના બાંધકામ અંગે ટાઈટલ ક્લીયરન્સ સર્ટિફિકેટ મેળવવાનું હોય કોઈપણ વ્યક્તિનો હક્ક, હિત, ભાગ, દાવો કે લેણું હોય તો દિન-૭ માં લેખિત પુરાવા સાથે નીચેના સરનામે જાણ કરવી. સમય મર્યાદા બાદ કોઈની કોઈપણ વાંધા તકરાર ધ્યાનમાં લેવામાં આવશે નહિ અને ટાઈટલ સર્ટિફિકેટ આપી દેવામાં આવશે તેની નોંધ લેવી. અમદાવાદ, તારીખ:૦૯/૦૮/૨૦૨૬ આથી જાહેર જનતાને જણાવવામાં આવે છે કે અમદાવાદ જીલ્લાના તાલુકા સબ-ડિસ્ટ્રીક્ટના મોજે ગામની સીમમાં આવેલ જમીન તથા તેના ઉપરના બાંધકામ અંગે ટાઈટલ ક્લીયરન્સ સર્ટિફિકેટ મેળવવાનું હોય કોઈપણ વ્યક્તિનો હક્ક, હિત, ભાગ, દાવો કે લેણું હોય તો દિન-૭ માં લેખિત પુરાવા સાથે નીચેના સરનામે જાણ કરવી. સમય મર્યાદા બાદ કોઈની કોઈપણ વાંધા તકરાર ધ્યાનમાં લેવામાં આવશે નહિ અને ટાઈટલ સર્ટિફિકેટ આપી દેવામાં આવશે તેની નોંધ લેવી. અમદાવાદ, તારીખ:૦૯/૦૮/૨૦૨૬ આથી જાહેર જનતાને જણાવવામાં આવે છે કે અમદાવાદ જીલ્લાના તાલુકા સબ-ડિસ્ટ્રીક્ટના મોજે ગામની સીમમાં આવેલ જમીન તથા તેના ઉપરના બાંધકામ અંગે ટાઈટલ ક્લીયરન્સ સર્ટિફિકેટ મેળવવાનું હોય કોઈપણ વ્યક્તિનો હક્ક, હિત, ભાગ, દાવો કે લેણું હોય તો દિન-૭ માં લેખિત પુરાવા સાથે નીચેના સરનામે જાણ કરવી. સમય મર્યાદા બાદ કોઈની કોઈપણ વાંધા તકરાર ધ્યાનમાં લેવામાં આવશે નહિ અને ટાઈટલ સર્ટિફિકેટ આપી દેવામાં આવશે તેની નોંધ લેવી. અમદાવાદ, તારીખ:૦૯/૦૮/૨૦૨૬ આથી જાહેર જનતાને જણાવવામાં આવે છે કે અમદાવાદ જીલ્લાના તાલુકા સબ-ડિસ્ટ્રીક્ટના મોજે ગામની સીમમાં આવેલ જમીન તથા તેના ઉપરના બાંધકામ અંગે ટાઈટલ ક્લીયરન્સ સર્ટિફિકેટ મેળવવાનું હોય કોઈપણ વ્યક્તિનો હક્ક, હિત, ભાગ, દાવો કે લેણું હોય તો દિન-૭ માં લેખિત પ… bbox=[361, 783, 642, 1482]
notice-body: આથી જાહેર જનતાને જણાવવામાં આવે છે કે અમદાવાદ જીલ્લાના તાલુકા સબ-ડિસ્ટ્રીક્ટના મોજે ગામની સીમમાં આવેલ જમીન તથા તેના ઉપરના બાંધકામ અંગે ટાઈટલ ક્લીયરન્સ સર્ટિફિકેટ મેળવવાનું હોય કોઈપણ વ્યક્તિનો હક્ક, હિત, ભાગ, દાવો કે લેણું હોય તો દિન-૭ માં લેખિત પુરાવા સાથે નીચેના સરનામે જાણ કરવી. સમય મર્યાદા બાદ કોઈની કોઈપણ વાંધા તકરાર ધ્યાનમાં લેવામાં આવશે નહિ અને ટાઈટલ સર્ટિફિકેટ આપી દેવામાં આવશે તેની નોંધ લેવી. અમદાવાદ, તારીખ:૦૯/૦૮/૨૦૨૬ આથી જાહેર જનતાને જણાવવામાં આવે છે કે અમદાવાદ જીલ્લાના તાલુકા સબ-ડિસ્ટ્રીક્ટના મોજે ગામની સીમમાં આવેલ જમીન તથા તેના ઉપરના બાંધકામ અંગે ટાઈટલ ક્લીયરન્સ સર્ટિફિકેટ મેળવવાનું હોય કોઈપણ વ્યક્તિનો હક્ક, હિત, ભાગ, દાવો કે લેણું હોય તો દિન-૭ માં લેખિત પુરાવા સાથે નીચેના સરનામે જાણ કરવી. સમય મર્યાદા બાદ કોઈની કોઈપણ વાંધા તકરાર ધ્યાનમાં લેવામાં આવશે નહિ અને ટાઈટલ સર્ટિફિકેટ આપી દેવામાં આવશે તેની નોંધ લેવી. અમદાવાદ, તારીખ:૦૯/૦૮/૨૦૨૬ આથી જાહેર જનતાને જણાવવામાં આવે છે કે અમદાવાદ જીલ્લાના તાલુકા સબ-ડિસ્ટ્રીક્ટના મોજે ગામની સીમમાં આવેલ જમીન તથા તેના ઉપરના બાંધકામ અંગે ટાઈટલ ક્લીયરન્સ સર્ટિફિકેટ મેળવવાનું હોય કોઈપણ વ્યક્તિનો હક્ક, હિત, ભાગ, દાવો કે લેણું હોય તો દિન-૭ માં લેખિત પુરાવા સાથે નીચેના સરનામે જાણ કરવી. સમય મર્યાદા બાદ કોઈની કોઈપણ વાંધા તકરાર ધ્યાનમાં લેવામાં આવશે નહિ અને ટાઈટલ સર્ટિફિકેટ આપી દેવામાં આવશે તેની નોંધ લેવી. અમદાવાદ, તારીખ:૦૯/૦૮/૨૦૨૬ આથી જાહેર જનતાને જણાવવામાં આવે છે કે અમદાવાદ જીલ્લાના તાલુકા સબ-ડિસ્ટ્રીક્ટના મોજે ગામની સીમમાં આવેલ જમીન તથા તેના ઉપરના બાંધકામ અંગે ટાઈટલ ક્લીયરન્સ સર્ટિફિકેટ મેળવવાનું હોય કોઈપણ વ્યક્તિનો હક્ક, હિત, ભાગ, દાવો કે લેણું હોય તો દિન-૭ માં લેખિત પુરાવા સાથે નીચેના સરનામે જાણ કરવી. સમય મર્યાદા બાદ કોઈની કોઈપણ વાંધા તકરાર ધ્યાનમાં લેવામાં આવશે નહિ અને ટાઈટલ સર્ટિફિકેટ આપી દેવામાં આવશે તેની નોંધ લેવી. અમદાવાદ, તારીખ:૦૯/૦૮/૨૦૨૬ આથી જાહેર જનતાને જણાવવામાં આવે છે કે અમદાવાદ જીલ્લાના તાલુકા સબ-ડિસ્ટ્રીક્ટના મોજે ગામની સીમમાં આવેલ જમીન તથા તેના ઉપરના બાંધકામ અંગે ટાઈટલ ક્લીયરન્સ સર્ટિફિકેટ મેળવવાનું હોય કોઈપણ વ્યક્તિનો હક્ક, હિત, ભાગ, દાવો કે લેણું હોય તો દિન-૭ માં લેખિત પુરાવા સાથે નીચેના સરનામે જાણ કરવી. સમય મર્યાદા બાદ કોઈની કોઈપણ વાંધા તકરાર ધ્યાનમાં લેવામાં આવશે નહિ અને ટાઈટલ સર્ટિફિકેટ આપી દેવામાં આવશે તેની નોંધ લેવી. અમદાવાદ, તારીખ:૦૯/૦૮/૨૦૨૬ આથી જાહેર જનતાને જણાવવામાં આવે છે કે અમદાવાદ જીલ્લાના તાલુકા સબ-ડિસ્ટ્રીક્ટના મોજે ગામની સીમમાં આવેલ જમીન તથા તેના ઉપરના બાંધકામ અંગે ટાઈટલ ક્લીયરન્સ સર્ટિફિકેટ મેળવવાનું હોય કોઈપણ વ્યક્તિનો હક્ક, હિત, ભાગ, દાવો કે લેણું હોય તો દિન-૭ માં લેખિત પુરાવા સાથે નીચેના સરનામે જાણ કરવી. સમય મર્યાદા બાદ કોઈની કોઈપણ વાંધા તકરાર ધ્યાનમાં લેવામાં આવશે નહિ અને ટાઈટલ સર્ટિફિકેટ આપી દેવામાં આવશે તેની નોંધ લેવી. અમદાવાદ, તારીખ:૦૯/૦૮/૨૦૨૬ આથી જાહેર જનતાને જણાવવામાં આવે છે કે અમદાવાદ જીલ્લાના તાલુકા સબ-ડિસ્ટ્રીક્ટના મોજે ગામની સીમમાં આવેલ જમીન તથા તેના ઉપરના બાંધકામ અંગે ટાઈટલ ક્લીયરન્સ સર્ટિફિકેટ મેળવવાનું હોય કોઈપણ વ્યક્તિનો હક્ક, હિત, ભાગ, દાવો કે લેણું હોય તો દિન-૭ માં લેખિત પુરાવા સાથે નીચેના સરનામે જાણ કરવી. સમય મર્યાદા બાદ કોઈની કોઈપણ વાંધા તકરાર ધ્યાનમાં લેવામાં આવશે નહિ અને ટાઈટલ સર્ટિફિકેટ આપી દેવામાં આવશે તેની નોંધ લેવી. અમદાવાદ, તારીખ:૦૯/૦૮/૨૦૨૬ આથી જાહેર જનતાને જણાવવામાં આવે છે કે અમદાવાદ જીલ્લાના તાલુકા સબ-ડિસ્ટ્રીક્ટના મોજે ગામની સીમમાં આવેલ જમીન તથા તેના ઉપરના બાંધકામ અંગે ટાઈટલ ક્લીયરન્સ સર્ટિફિકેટ મેળવવાનું હોય કોઈપણ વ્યક્તિનો હક્ક, હિત, ભાગ, દાવો કે લેણું હોય તો દિન-૭ માં લેખિત પુરાવા સાથે નીચેના સરનામે જાણ કરવી. સમય મર્યાદા બાદ કોઈની કોઈપણ વાંધા તકરાર ધ્યાનમાં લેવામાં આવશે નહિ અને ટાઈટલ સર્ટિફિકેટ આપી દેવામાં આવશે તેની નોંધ લેવી. અમદાવાદ, તારીખ:૦૯/૦૮/૨૦૨૬ આથી જાહેર જનતાને જણાવવામાં આવે છે કે અમદાવાદ જીલ્લાના તાલુકા સબ-ડિસ્ટ્રીક્ટના મોજે ગામની સીમમાં આવેલ જમીન તથા તેના ઉપરના બાંધકામ અંગે ટાઈટલ ક્લીયરન્સ સર્ટિફિકેટ મેળવવાનું હોય કોઈપણ વ્યક્તિનો હક્ક, હિત, ભાગ, દાવો કે લેણું હોય તો દિન-૭ માં લેખિત પુરાવા સાથે નીચેના સરનામે જાણ કરવી. સમય મર્યાદા બાદ કોઈની કોઈ… bbox=[1276, 1072, 1562, 2161]
reg-mark-magenta bbox=[75, 2230, 98, 2253]
color-bar-yellow bbox=[393, 2235, 566, 2249]
notice-box bbox=[46, 87, 347, 514]
notice-body: આથી જાહેર જનતાને જણાવવામાં આવે છે કે અમદાવાદ જીલ્લાના તાલુકા સબ-ડિસ્ટ્રીક્ટના મોજે ગામની સીમમાં આવેલ જમીન તથા તેના ઉપરના બાંધકામ અંગે ટાઈટલ ક્લીયરન્સ સર્ટિફિકેટ મેળવવાનું હોય કોઈપણ વ્યક્તિનો હક્ક, હિત, ભાગ, દાવો કે લેણું હોય તો દિન-૭ માં લેખિત પુરાવા સાથે નીચેના સરનામે જાણ કરવી. સમય મર્યાદા બાદ કોઈની કોઈપણ વાંધા તકરાર ધ્યાનમાં લેવામાં આવશે નહિ અને ટાઈટલ સર્ટિફિકેટ આપી દેવામાં આવશે તેની નોંધ લેવી. અમદાવાદ, તારીખ:૦૯/૦૮/૨૦૨૬ આથી જાહેર જનતાને જણાવવામાં આવે છે કે અમદાવાદ જીલ્લાના તાલુકા સબ-ડિસ્ટ્રીક્ટના મોજે ગામની સીમમાં આવેલ જમીન તથા તેના ઉપરના બાંધકામ અંગે ટાઈટલ ક્લીયરન્સ સર્ટિફિકેટ મેળવવાનું હોય કોઈપણ વ્યક્તિનો હક્ક, હિત, ભાગ, દાવો કે લેણું હોય તો દિન-૭ માં લેખિત પુરાવા સાથે નીચેના સરનામે જાણ કરવી. સમય મર્યાદા બાદ કોઈની કોઈપણ વાંધા તકરાર ધ્યાનમાં લેવામાં આવશે નહિ અને ટાઈટલ સર્ટિફિકેટ આપી દેવામાં આવશે તેની નોંધ લેવી. અમદાવાદ, તારીખ:૦૯/૦૮/૨૦૨૬ આથી જાહેર જનતાને જણાવવામાં આવે છે કે અમદાવાદ જીલ્લાના તાલુકા સબ-ડિસ્ટ્રીક્ટના મોજે ગામની સીમમાં આવેલ જમીન તથા તેના ઉપરના બાંધકામ અંગે ટાઈટલ ક્લીયરન્સ સર્ટિફિકેટ મેળવવાનું હોય કોઈપણ વ્યક… bbox=[1276, 136, 1562, 445]
notice-box bbox=[656, 468, 957, 988]
notice-heading: જાહેર નોટિસ bbox=[54, 94, 235, 130]
notice-signature: અજય એમ. પટેલ, એડવોકેટ એન્ડ નોટરી bbox=[441, 1488, 642, 1502]
notice-signature: મે. લાભશ્રી ગાંધી એન્ડ કું. bbox=[1441, 2167, 1562, 2181]
notice-body: આથી જાહેર જનતાને જણાવવામાં આવે છે કે અમદાવાદ જીલ્લાના તાલુકા સબ-ડિસ્ટ્રીક્ટના મોજે ગામની સીમમાં આવેલ જમીન તથા તેના ઉપરના બાંધકામ અંગે ટાઈટલ ક્લીયરન્સ સર્ટિફિકેટ મેળવવાનું હોય કોઈપણ વ્યક્તિનો હક્ક, હિત, ભાગ, દાવો કે લેણું હોય તો દિન-૭ માં લેખિત પુરાવા સાથે નીચેના સરનામે જાણ કરવી. સમય મર્યાદા બાદ કોઈની કોઈપણ વાંધા તકરાર ધ્યાનમાં લેવામાં આવશે નહિ અને ટાઈટલ સર્ટિફિકેટ આપી દેવામાં આવશે તેની નોંધ લેવી. અમદાવાદ, તારીખ:૦૯/૦૮/૨૦૨૬ આથી જાહેર જનતાને જણાવવામાં આવે છે કે અમદાવાદ જીલ્લાના તાલુકા સબ-ડિસ્ટ્રીક્ટના મોજે ગામની સીમમાં આવેલ જમીન તથા તેના ઉપરના બાંધકામ અંગે ટાઈટલ ક્લીયરન્સ સર્ટિફિકેટ મેળવવાનું હોય કોઈપણ વ્યક્તિનો હક્ક, હિત, ભાગ, દાવો કે લેણું હોય તો દિન-૭ માં લેખિત પુરાવા સાથે નીચેના સરનામે જાણ કરવી. સમય મર્યાદા બાદ કોઈની કોઈપણ વાંધા તકરાર ધ્યાનમાં લેવામાં આવશે નહિ અને ટાઈટલ સર્ટિફિકેટ આપી દેવામાં આવશે તેની નોંધ લેવી. અમદાવાદ, તારીખ:૦૯/૦૮/૨૦૨૬ આથી જાહેર જનતાને જણાવવામાં આવે છે કે અમદાવાદ જીલ્લાના તાલુકા સબ-ડ… bbox=[666, 136, 947, 414]
notice-body: આથી જાહેર જનતાને જણાવવામાં આવે છે કે અમદાવાદ જીલ્લાના તાલુકા સબ-ડિસ્ટ્રીક્ટના મોજે ગામની સીમમાં આવેલ જમીન તથા તેના ઉપરના બાંધકામ અંગે ટાઈટલ ક્લીયરન્સ સર્ટિફિકેટ મેળવવાનું હોય કોઈપણ વ્યક્તિનો હક્ક, હિત, ભાગ, દાવો કે લેણું હોય તો દિન-૭ માં લેખિત પુરાવા સાથે નીચેના સરનામે જાણ કરવી. સમય મર્યાદા બાદ કોઈની કોઈપણ વાંધા તકરાર ધ્યાનમાં લેવામાં આવશે નહિ અને ટાઈટલ સર્ટિફિકેટ આપી દેવામાં આવશે તેની નોંધ લેવી. અમદાવાદ, તારીખ:૦૯/૦૮/૨૦૨૬ આથી જાહેર જનતાને જણાવવામાં આવે છે કે અમદાવાદ જીલ્લાના તાલુકા સબ-ડિસ્ટ્રીક્ટના મોજે ગામની સીમમાં આવેલ જમીન તથા તેના ઉપરના બાંધકામ અંગે ટાઈટલ ક્લીયરન્સ સર્ટિફિકેટ મેળવવાનું હોય કોઈપણ વ્યક્તિનો હક્ક, હિત, ભાગ, દાવો કે લેણું હોય તો દિન-૭ માં લેખિત પુરાવા સાથે નીચેના સરનામે જાણ કરવી. સમય મર્યાદા બાદ કોઈની કોઈપણ વાંધા તકરાર ધ્યાનમાં લેવામાં આવશે નહિ અને ટાઈટલ સર્ટિફિકેટ આપી દેવામાં આવશે તેની નોંધ લેવી. અમદાવાદ, તારીખ:૦૯/૦૮/૨૦૨૬ આથી જાહેર જનતાને જણાવવામાં આવે છે કે અમદાવાદ જીલ્લાના તાલુકા સબ-ડિસ્ટ્રીક્ટના મોજે ગામની સીમમાં આવેલ જમીન તથા તેના ઉપરના બાંધકામ અંગે ટાઈટલ ક્લીયરન્સ સર્ટિફિકેટ મેળવવાનું હોય કોઈપણ વ્યક્તિનો હક્ક, હિત, ભાગ, દાવો કે લેણું હોય તો દિન-૭ માં લેખિત પુરાવા સાથે નીચેના સરનામે જાણ કરવી. સમય મર્યાદા બાદ કોઈની કોઈપણ વાંધા તકરાર ધ્યાનમાં લેવામાં આવશે નહિ અને ટાઈટલ સર્ટિફિકેટ આપી દેવામાં આવશે તેની નોંધ લેવી. અમદાવાદ, તારીખ:૦૯/૦૮/૨૦૨૬ આથી જાહેર જનતાને જણાવવામાં આવે છે કે અમદાવાદ જીલ્લાના તાલુકા સબ-ડિસ્ટ્રીક્ટના મોજે ગામની સીમમાં આવેલ જમીન તથા તેના ઉપરના બાંધ… bbox=[971, 1072, 1252, 1490]
notice-heading: જાહેર નોટિસ bbox=[1274, 1030, 1455, 1066]
notice-body: આથી જાહેર જનતાને જણાવવામાં આવે છે કે અમદાવાદ જીલ્લાના તાલુકા સબ-ડિસ્ટ્રીક્ટના મોજે ગામની સીમમાં આવેલ જમીન તથા તેના ઉપરના બાંધકામ અંગે ટાઈટલ ક્લીયરન્સ સર્ટિફિકેટ મેળવવાનું હોય કોઈપણ વ્યક્તિનો હક્ક, હિત, ભાગ, દાવો કે લેણું હોય તો દિન-૭ માં લેખિત પુરાવા સાથે નીચેના સરનામે જાણ કરવી. સમય મર્યાદા બાદ કોઈની કોઈપણ વાંધા તકરાર ધ્યાનમાં લેવામાં આવશે નહિ અને ટાઈટલ સર્ટિફિકેટ આપી દેવામાં આવશે તેની નોંધ લેવી. અમદાવાદ, તારીખ:૦૯/૦૮/૨૦૨૬ આથી જાહેર જનતાને જણાવવામાં આવે છે કે અમદાવાદ જીલ્લાના તાલુકા સબ-ડિસ્ટ્રીક્ટના મોજે ગામની સીમમાં આવેલ જમીન તથા તેના ઉપરના બાંધકામ અંગે ટાઈટલ ક્લીયરન્સ સર્ટિફિકેટ મેળવવાનું હોય કોઈપણ વ્યક્તિનો હક્ક, હિત, ભાગ, દાવો કે લેણું હોય તો દિન-૭ માં લેખિત પુરાવા સાથે નીચેના સરનામે જાણ કરવી. સમય મર્યાદા બાદ કોઈની કોઈપણ વાંધા તકરાર ધ્યાનમાં લેવામાં આવશે નહિ અને ટાઈટલ સર્ટિફિકેટ આપી દેવામાં આવશે તેની નોંધ લેવી. અમદાવાદ, તારીખ:૦૯/૦૮/૨૦૨૬ આથી જાહેર જનતાને જણાવવામાં આવે છે કે અમદાવાદ જીલ્લાના તાલુકા સબ-ડિસ્ટ્રીક્ટના મોજે ગામની સીમમાં આવેલ જમીન તથા તેના ઉપરના બાંધકામ અંગે ટાઈટલ ક્લીયરન્સ સર્ટિફિકેટ મેળવવાનું હોય કોઈપણ વ્યક્તિનો હક્ક, હિત, ભાગ, દાવો કે લેણું હોય તો દિન-૭ માં લેખિત પુરાવા સાથે નીચેના સરનામે જાણ કરવી. સમય મર્યાદા બાદ કોઈની કોઈપણ વાંધા તકરાર ધ્યાનમાં લેવામાં આવશે નહિ અને ટાઈટલ સર્ટિફિકેટ આપી દેવામાં આવશે તેની નોંધ લેવી. અમદાવાદ, તારીખ:૦૯/૦૮/૨૦૨૬ આથી જાહેર જનતાને જણાવવામાં આવે છે કે અમદાવાદ જીલ્લાના તાલુકા સબ-ડિસ્ટ્રીક્ટના મોજે ગામની સીમમાં આવેલ જમીન તથા તેના ઉપરના બાંધકામ અંગે ટાઈટલ ક્લીયરન્સ સર્ટિફિકેટ મેળવવાનું હોય કોઈપણ વ્યક્તિનો હક્ક, હિત, ભાગ, દાવો કે લેણું હોય તો દિન-૭ માં લેખિત પુરાવા સાથે નીચેના સરનામે જાણ કરવી. સમય મર્યાદા બાદ કોઈની કોઈપણ વાંધા તકરાર ધ્યાનમાં લેવામાં આવશે નહિ અને ટાઈટલ સર્ટિફિકેટ આપી દેવામાં આવશે તેની નોંધ લેવી. અમદાવાદ, તારીખ:૦૯/૦૮/૨૦૨૬ આથી જાહેર જનતાને જણાવવામાં આવે છે કે અમદાવાદ જીલ્લાના તાલુકા સબ-ડિસ્ટ્રીક્ટના મોજે ગામની સીમમાં આવેલ જમીન તથા તેના ઉપરના બાંધકામ અંગે ટાઈટલ ક્લીયરન્સ સર્ટિફિકેટ મેળવવાનું હોય કોઈપણ વ્યક્તિનો હક્ક, હિત, ભાગ, દાવો કે લેણું હોય તો દિન-૭ માં લેખિત પુરાવા સાથે નીચેના સરનામે જાણ કરવી. સમય મર્યાદા બાદ કોઈની કોઈપણ વાંધા તકરાર ધ્યાનમાં લેવામાં આવશે નહિ અને ટાઈટલ સર્ટિફિકેટ આપી દેવામાં આવશે તેની નોંધ લેવી. અમદાવાદ, તારીખ:૦૯/૦૮/૨૦૨૬ આથી જાહેર જનતાને જણાવવામાં આવે છે કે અમદાવાદ જીલ્લાના તાલુકા સબ-ડિસ્ટ્રીક્ટના મોજે ગામની સીમમાં આવેલ જમીન તથા તેના ઉપરના બાંધકામ અંગે ટાઈટલ ક્લીયરન્સ સર્ટિફિકેટ મેળવવાનું હોય કોઈપણ વ્યક્તિનો હક્ક, હિત, ભાગ, દાવો કે લેણું હોય તો દિન-૭ માં લેખિત પુરાવા સાથે નીચેના સરનામે જાણ કરવી. સમય મર્યાદા બાદ કોઈની કોઈપણ વાંધા તકરાર ધ્યાનમાં લેવામાં આવશે નહિ અને ટાઈટલ સર્ટિફિકેટ આપી દેવામાં આવશે તેની નોંધ લેવી. અમદાવાદ, તારીખ:૦૯/૦૮/૨૦૨૬ આથી જાહેર જનતાને જણાવવામાં આવે છે કે અમદાવાદ જીલ્લાના તાલુકા સબ-ડિસ્ટ્રીક્ટના મોજે ગામની સીમમાં આવેલ જમીન તથા તેના ઉપરના બાંધકામ અંગે ટાઈટલ ક્લીયરન્સ સર્ટિફિકેટ મેળવવાનું હોય કોઈપણ વ્યક્તિનો હક્ક, હિત, ભાગ, દાવો કે લેણું હોય તો દિન-૭ માં લેખિત પ… bbox=[971, 136, 1252, 960]
reg-mark-cyan bbox=[1462, 2230, 1485, 2253]
notice-body: આથી જાહેર જનતાને જણાવવામાં આવે છે કે અમદાવાદ જીલ્લાના તાલુકા સબ-ડિસ્ટ્રીક્ટના મોજે ગામની સીમમાં આવેલ જમીન તથા તેના ઉપરના બાંધકામ અંગે ટાઈટલ ક્લીયરન્સ સર્ટિફિકેટ મેળવવાનું હોય કોઈપણ વ્યક્તિનો હક્ક, હિત, ભાગ, દાવો કે લેણું હોય તો દિન-૭ માં લેખિત પુરાવા સાથે નીચેના સરનામે જાણ કરવી. સમય મર્યાદા બાદ કોઈની કોઈપણ વાંધા તકરાર ધ્યાનમાં લેવામાં આવશે નહિ અને ટાઈટલ સર્ટિફિકેટ આપી દેવામાં આવશે તેની નોંધ લેવી. અમદાવાદ, તારીખ:૦૯/૦૮/૨૦૨૬ આથી જાહેર જનતાને જણાવવામાં આવે છે કે અમદાવાદ જીલ્લાના તાલુકા સબ-ડિસ્ટ્રીક્ટના મોજે ગામની સીમમાં આવેલ જમીન તથા તેના ઉપરના બાંધકામ અંગે ટાઈટલ ક્લીયરન્સ સર્ટિફિકેટ મેળવવાનું હોય કોઈપણ વ્યક્તિનો હક્ક, હિત, ભાગ, દાવો કે લેણું હોય તો દિન-૭ માં લેખિત પુરાવા સાથે નીચેના સરનામે જાણ કરવી. સમય મર્યાદા બાદ કોઈની કોઈપણ વાંધા તકરાર ધ્યાનમાં લેવામાં આવશે નહિ અને ટાઈટલ સર્ટિફિકેટ આપી દેવામાં આવશે તેની નોંધ લેવી. અમદાવાદ, તારીખ:૦૯/૦૮/૨૦૨૬ આથી જાહેર જનતાને જણાવવામાં આવે છે કે અમદાવાદ જીલ્લાના તાલુકા સબ-ડિસ્ટ્રીક્ટના મોજે ગામની સીમમાં આવેલ જમીન તથા તેના ઉપરના બાંધકામ અંગે ટાઈટલ ક્લીયરન્સ સર્ટિફિકેટ મેળવવાનું હોય કોઈપણ વ્યક્તિનો હક્ક, હિત, ભાગ, દાવો કે લેણું હોય તો દિન-૭ માં લેખિત પુરાવા સાથે નીચેના સરનામે જાણ કરવી. સમય મર્યાદા બાદ કોઈની કોઈપણ વાંધા તકરાર ધ્યાનમાં લેવામાં આવશે નહિ અને ટાઈટલ સર્ટિફિકેટ આપી દેવામાં આવશે તેની નોંધ લેવી. અમદાવાદ, તારીખ:૦૯/૦૮/૨૦૨૬ આથી જાહેર જનતાને જણાવવામાં આવે છે કે અમદાવાદ જીલ્લાના તાલુકા સબ-ડિસ્ટ્રીક્ટના મોજે ગામની સીમમાં આવેલ જમીન તથા તેના ઉપરના બાંધકામ અંગે ટાઈટલ ક્લીયરન્સ સર્ટિફિકેટ મેળવવાનું હોય કોઈપણ વ્યક… bbox=[666, 517, 947, 951]
notice-signature: (આકાશ એન. શાહ) (એડવોકેટ) bbox=[180, 1500, 337, 1514]
notice-signature: મે. લાભશ્રી ગાંધી એન્ડ કું. bbox=[1131, 2172, 1252, 2186]
